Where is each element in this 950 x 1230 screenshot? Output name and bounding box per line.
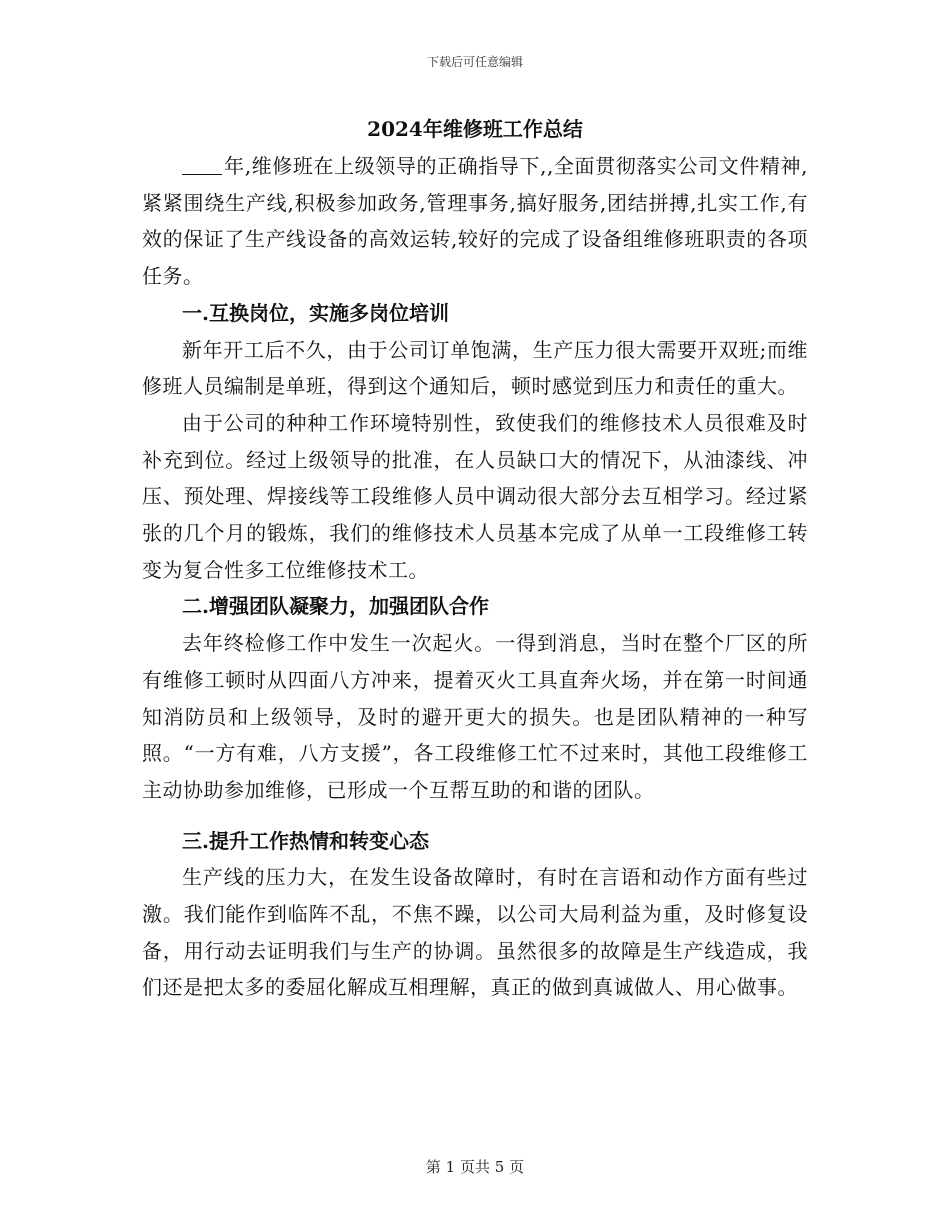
document-body [142, 112, 808, 1006]
section2-paragraph-1: 去年终检修工作中发生一次起火。一得到消息，当时在整个厂区的所有维修工顿时从四面八方冲来，提着灭火工具直奔火场，并在第一时间通知消防员和上级领导，及时的避开更大的损失。也是团队精神的一种写照。“一方有难，八方支援”，各工段维修工忙不过来时，其他工段维修工主动协助参加维修，已形成一个互帮互助的和谐的团队。 [142, 631, 808, 802]
section-heading-3: 三.提升工作热情和转变心态 [182, 828, 429, 853]
section1-paragraph-1: 新年开工后不久，由于公司订单饱满，生产压力很大需要开双班;而维修班人员编制是单班，得到这个通知后，顿时感觉到压力和责任的重大。 [142, 337, 808, 399]
intro-text: 年,维修班在上级领导的正确指导下,,全面贯彻落实公司文件精神,紧紧围绕生产线,积极参加政务,管理事务,搞好服务,团结拼搏,扎实工作,有效的保证了生产线设备的高效运转,较好的完成了设备组维修班职责的各项任务。 [142, 154, 808, 289]
page-number: 第 1 页共 5 页 [425, 1158, 525, 1176]
intro-paragraph [142, 148, 808, 295]
document-title: 2024年维修班工作总结 [367, 117, 583, 141]
section-heading-2: 二.增强团队凝聚力，加强团队合作 [182, 594, 489, 619]
section3-paragraph-1: 生产线的压力大，在发生设备故障时，有时在言语和动作方面有些过激。我们能作到临阵不乱，不焦不躁，以公司大局利益为重，及时修复设备，用行动去证明我们与生产的协调。虽然很多的故障是生产线造成，我们还是把太多的委屈化解成互相理解，真正的做到真诚做人、用心做事。 [142, 865, 808, 1000]
section1-paragraph-2: 由于公司的种种工作环境特别性，致使我们的维修技术人员很难及时补充到位。经过上级领导的批准，在人员缺口大的情况下，从油漆线、冲压、预处理、焊接线等工段维修人员中调动很大部分去互相学习。经过紧张的几个月的锻炼，我们的维修技术人员基本完成了从单一工段维修工转变为复合性多工位维修技术工。 [142, 410, 808, 582]
blank-underline [182, 156, 222, 175]
spacer [142, 809, 808, 823]
header-note: 下载后可任意编辑 [426, 55, 523, 69]
section-heading-1: 一.互换岗位，实施多岗位培训 [182, 300, 449, 325]
